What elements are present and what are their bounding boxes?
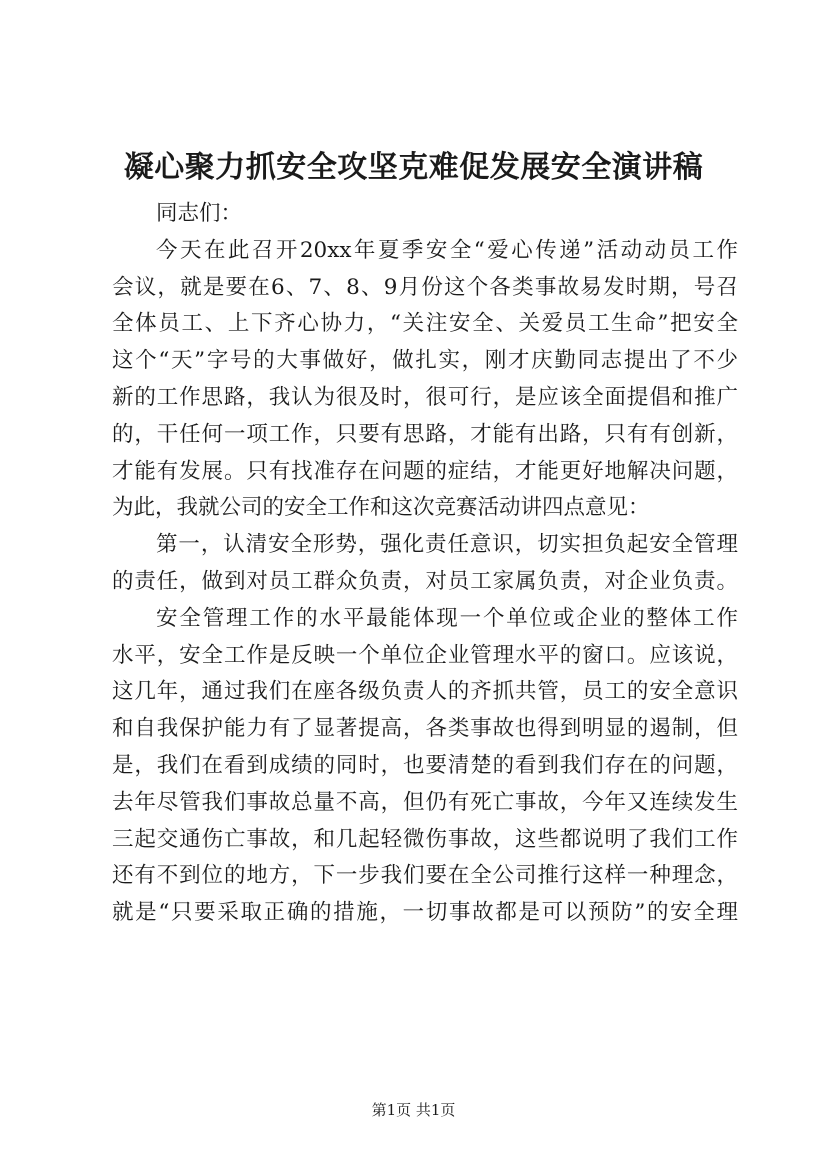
document-title: 凝心聚力抓安全攻坚克难促发展安全演讲稿 [123, 150, 704, 185]
body-line: 全体员工、上下齐心协力，“关注安全、关爱员工生命”把安全 [112, 311, 738, 337]
body-line: 为此，我就公司的安全工作和这次竞赛活动讲四点意见： [112, 495, 650, 521]
body-line: 才能有发展。只有找准存在问题的症结，才能更好地解决问题， [112, 458, 738, 484]
salutation-line: 同志们： [156, 201, 243, 226]
body-line: 水平，安全工作是反映一个单位企业管理水平的窗口。应该说， [112, 642, 738, 668]
document-body [112, 196, 738, 932]
body-line: 是，我们在看到成绩的同时，也要清楚的看到我们存在的问题， [112, 752, 738, 778]
body-line: 三起交通伤亡事故，和几起轻微伤事故，这些都说明了我们工作 [112, 826, 738, 852]
body-line: 就是“只要采取正确的措施，一切事故都是可以预防”的安全理 [112, 900, 738, 926]
body-line: 会议，就是要在6、7、8、9月份这个各类事故易发时期，号召 [112, 274, 738, 300]
page-footer: 第1页 共1页 [371, 1101, 456, 1119]
body-line: 新的工作思路，我认为很及时，很可行，是应该全面提倡和推广 [112, 384, 738, 410]
body-line: 的责任，做到对员工群众负责，对员工家属负责，对企业负责。 [112, 568, 738, 594]
body-line: 和自我保护能力有了显著提高，各类事故也得到明显的遏制，但 [112, 716, 738, 742]
body-line: 第一，认清安全形势，强化责任意识，切实担负起安全管理 [156, 532, 738, 558]
body-line: 今天在此召开20xx年夏季安全“爱心传递”活动动员工作 [156, 237, 738, 263]
body-line: 的，干任何一项工作，只要有思路，才能有出路，只有有创新， [112, 421, 738, 447]
body-line: 去年尽管我们事故总量不高，但仍有死亡事故，今年又连续发生 [112, 789, 738, 815]
body-line: 这个“天”字号的大事做好，做扎实，刚才庆勤同志提出了不少 [112, 348, 738, 374]
body-line: 安全管理工作的水平最能体现一个单位或企业的整体工作 [156, 605, 738, 631]
body-line: 还有不到位的地方，下一步我们要在全公司推行这样一种理念， [112, 863, 738, 889]
body-line: 这几年，通过我们在座各级负责人的齐抓共管，员工的安全意识 [112, 679, 738, 705]
